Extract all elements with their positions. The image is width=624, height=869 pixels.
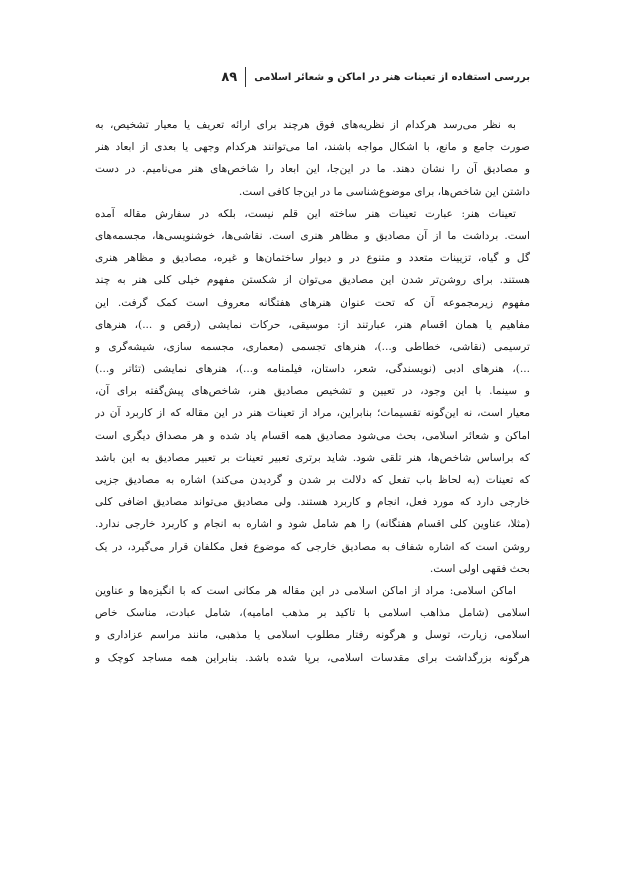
header-divider <box>245 67 246 87</box>
text-line: معیار است، نه این‌گونه تقسیمات؛ بنابراین، مراد از تعینات هنر در این مقاله که از کاربرد آن در <box>95 407 530 420</box>
paragraph <box>95 580 530 669</box>
text-line: و سینما. با این وجود، در تعیین و تشخیص مصادیق هنر، شاخص‌های پیش‌گفته برای آن، <box>95 385 530 398</box>
text-line: صورت جامع و مانع، با اشکال مواجه باشند، اما می‌توانند هرکدام وجهی یا بعدی از ابعاد هنر <box>95 141 530 154</box>
body-text <box>95 114 530 669</box>
text-line: روشن است که اشاره شفاف به مصادیق خارجی که موضوع فعل مکلفان قرار می‌گیرد، در یک <box>95 540 530 553</box>
paragraph <box>95 203 530 580</box>
text-line: (مثلا، عناوین کلی اقسام هفتگانه) را هم شامل شود و اشاره به انجام و کاربرد خارجی ندارد. <box>95 518 530 531</box>
text-line: که براساس شاخص‌ها، هنر تلقی شود. شاید برتری تعبیر تعینات بر تعبیر مصادیق به این باشد <box>95 451 530 464</box>
text-line: اماکن و شعائر اسلامی، بحث می‌شود مصادیق همه اقسام یاد شده و هر مصداق دیگری است <box>95 429 530 442</box>
text-line: اسلامی، زیارت، توسل و هرگونه رفتار مطلوب اسلامی یا مذهبی، مانند مراسم عزاداری و <box>95 629 530 642</box>
text-line: ...)، هنرهای ادبی (نویسندگی، شعر، داستان، فیلمنامه و...)، هنرهای نمایشی (تئاتر و...) <box>95 363 530 376</box>
text-line: هستند. برای روشن‌تر شدن این مصادیق می‌توان از شکستن مفهوم خیلی کلی هنر به چند <box>95 274 530 287</box>
paragraph <box>95 114 530 203</box>
text-line: داشتن این شاخص‌ها، برای موضوع‌شناسی ما در این‌جا کافی است. <box>238 185 530 198</box>
text-line: ترسیمی (نقاشی، خطاطی و...)، هنرهای تجسمی (معماری، مجسمه سازی، شیشه‌گری و <box>95 340 530 353</box>
text-line: گل و گیاه، تزیینات متعدد و متنوع در و دیوار ساختمان‌ها و غیره، مصادیق و مظاهر هنری <box>95 252 530 265</box>
text-line: اسلامی (شامل مذاهب اسلامی با تاکید بر مذهب امامیه)، شامل عبادت، مناسک خاص <box>95 607 530 620</box>
text-line: تعینات هنر: عبارت تعینات هنر ساخته این قلم نیست، بلکه در سفارش مقاله آمده <box>95 207 516 220</box>
running-header-title: بررسی استفاده از تعینات هنر در اماکن و شعائر اسلامی <box>254 71 530 83</box>
text-line: است. برداشت ما از آن مصادیق و مظاهر هنری است. نقاشی‌ها، خوشنویسی‌ها، مجسمه‌های <box>95 229 530 242</box>
text-line: که تعینات (به لحاظ باب تفعل که دلالت بر شدن و گردیدن می‌کند) اشاره به مصادیق جزیی <box>95 474 530 486</box>
text-line: بحث فقهی اولی است. <box>429 562 530 575</box>
text-line: و مصادیق آن را نشان دهند. ما در این‌جا، این ابعاد را شاخص‌های هنر می‌نامیم. در دست <box>95 163 530 176</box>
text-line: مفهوم زیرمجموعه آن که تحت عنوان هنرهای هفتگانه معروف است کمک گرفت. این <box>95 296 530 309</box>
text-line: هرگونه بزرگداشت برای مقدسات اسلامی، برپا شده باشد. بنابراین همه مساجد کوچک و <box>95 651 530 664</box>
text-line: اماکن اسلامی: مراد از اماکن اسلامی در این مقاله هر مکانی است که با انگیزه‌ها و عناوین <box>95 584 516 597</box>
text-line: خارجی دارد که مورد فعل، انجام و کاربرد هستند. ولی مصادیق می‌تواند مصادیق اضافی کلی <box>95 496 530 509</box>
text-line: مفاهیم یا همان اقسام هنر، عبارتند از: موسیقی، حرکات نمایشی (رقص و ...)، هنرهای <box>95 318 530 331</box>
text-line: به نظر می‌رسد هرکدام از نظریه‌های فوق هرچند برای ارائه تعریف یا معیار تشخیص، به <box>95 119 516 131</box>
page-number: ۸۹ <box>221 69 238 85</box>
running-header <box>95 66 530 88</box>
